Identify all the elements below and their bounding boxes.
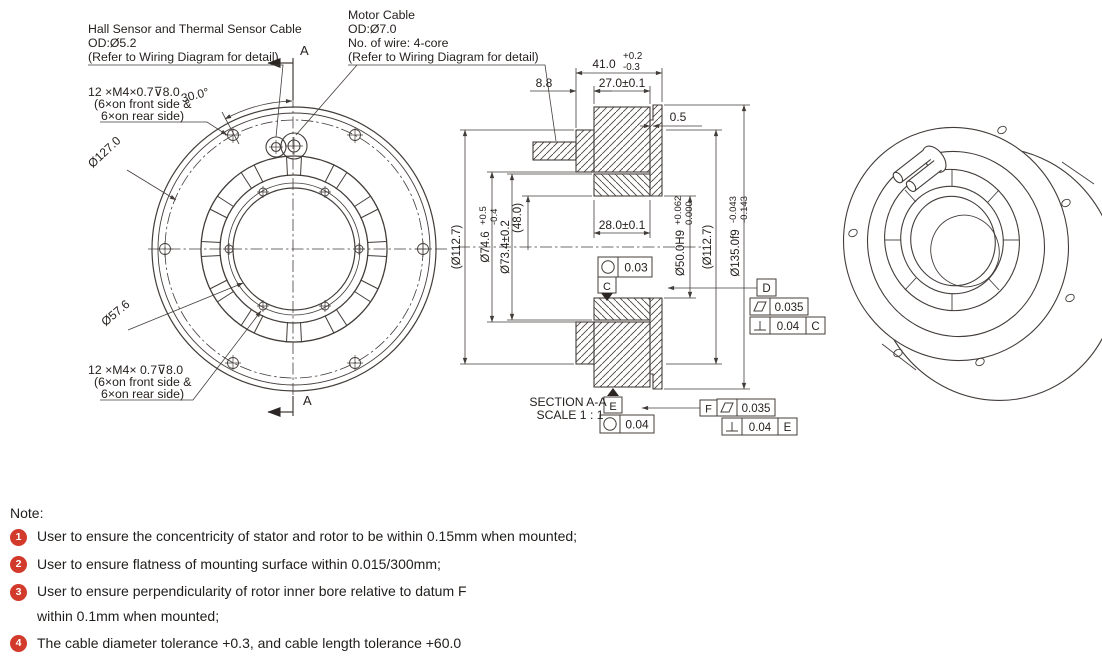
dim-05-label: 0.5 [669,110,687,124]
note-bullet-4: 4 [10,635,27,652]
note-text-3-line2: within 0.1mm when mounted; [37,607,220,624]
note-bullet-1: 1 [10,529,27,546]
bolt-spec-bottom-line2: (6×on front side & [94,375,192,389]
perp-f-value: 0.04 [748,422,772,434]
perpendicularity-symbol [754,321,766,330]
isometric-view [813,98,1102,432]
stator-body-bottom [594,322,650,387]
section-scale: SCALE 1 : 1 [536,408,604,422]
dia-50-tol-dn: 0.000 [684,201,695,225]
section-view [458,68,825,435]
flat-f-value: 0.035 [741,403,771,415]
note-text-3: User to ensure perpendicularity of rotor inner bore relative to datum F [37,583,467,599]
bolt-spec-top-line2: (6×on front side & [94,97,192,111]
circularity-symbol [602,261,614,273]
section-line-a [268,58,293,416]
stator-flange-bottom [576,322,594,364]
flatness-symbol [754,302,766,311]
motor-cable-label-line1: Motor Cable [348,8,415,22]
dim-41-tol-up: +0.2 [623,51,643,62]
circularity-symbol-e [604,418,616,430]
bolt-spec-bottom-line3: 6×on rear side) [101,387,185,401]
circ-c-value: 0.03 [624,260,648,275]
datum-e-label: E [609,401,617,413]
dia-112-left-label: (Ø112.7) [451,224,463,270]
circ-e-value: 0.04 [625,417,649,432]
cable-exit-holes [266,133,307,159]
perp-d-value: 0.04 [776,321,800,333]
note-item-4 [10,635,1095,653]
dim-27-label: 27.0±0.1 [598,76,646,90]
dim-48-label: (48.0) [512,202,524,234]
rotor-disc-top [650,105,662,196]
datum-c-label: C [603,281,611,293]
dia-746-tol-up: +0.5 [478,206,489,225]
hall-cable-label-line1: Hall Sensor and Thermal Sensor Cable [88,22,302,36]
dia-734-label: Ø73.4±0.2 [500,220,512,274]
flat-d-value: 0.035 [774,302,804,314]
bolt-spec-top-line3: 6×on rear side) [101,109,185,123]
note-text-4: The cable diameter tolerance +0.3, and cable length tolerance +60.0 [37,634,462,651]
flatness-symbol-f [721,403,733,412]
dia-135-tol-dn: -0.143 [739,196,750,223]
section-marker-a-bottom: A [303,393,312,408]
dim-28-label: 28.0±0.1 [598,218,646,232]
dia-746-tol-dn: -0.4 [489,208,500,225]
perp-d-ref: C [811,321,820,333]
notes-title: Note: [10,505,44,521]
hall-cable-label-line3: (Refer to Wiring Diagram for detail) [88,50,279,64]
dim-88-label: 8.8 [535,76,553,90]
motor-cable-label-line4: (Refer to Wiring Diagram for detail) [348,50,539,64]
perp-f-ref: E [783,422,792,434]
dia-112-right-label: (Ø112.7) [702,224,714,270]
motor-cable-label-line2: OD:Ø7.0 [348,22,397,36]
bolt-spec-top-line1: 12 ×M4×0.7⊽8.0 [88,85,180,99]
note-item-1 [10,528,1095,546]
rotor-core-bottom [594,298,650,320]
note-item-3-cont [37,608,1095,625]
centerlines [148,96,447,410]
perpendicularity-symbol-f [726,422,738,431]
datum-d-label: D [762,283,771,295]
hall-cable-label-line2: OD:Ø5.2 [88,36,137,50]
rotor-core-top [594,174,650,196]
note-text-1: User to ensure the concentricity of stator and rotor to be within 0.15mm when mounted; [37,528,578,544]
stator-body-top [594,107,650,172]
cable-stub-section [533,142,576,160]
rotor-disc-bottom [650,298,662,389]
stator-flange-top [576,130,594,172]
dia-50-tol-up: +0.062 [673,195,684,225]
note-item-3 [10,583,1095,601]
motor-cable-label-line3: No. of wire: 4-core [348,36,449,50]
note-text-2: User to ensure flatness of mounting surface within 0.015/300mm; [37,555,441,572]
section-title: SECTION A-A [529,395,607,409]
bolt-spec-bottom-line1: 12 ×M4× 0.7⊽8.0 [88,363,184,377]
section-marker-a-top: A [300,43,309,58]
note-item-2 [10,556,1095,574]
dia-576-label: Ø57.6 [98,297,133,329]
dia-746-label: Ø74.6 [480,231,492,263]
datum-f-label: F [705,403,712,416]
angle-30-label: 30.0° [179,84,211,106]
dia-50-label: Ø50.0H9 [675,229,687,277]
note-bullet-2: 2 [10,556,27,573]
dim-41-tol-dn: -0.3 [623,62,640,73]
dia-127-label: Ø127.0 [85,133,124,171]
dim-41-label: 41.0 [592,57,616,71]
dia-135-label: Ø135.0f9 [730,229,742,277]
datum-e-triangle [607,388,619,396]
notes-section [10,505,1095,661]
note-bullet-3: 3 [10,584,27,601]
dia-135-tol-up: -0.043 [728,196,739,223]
